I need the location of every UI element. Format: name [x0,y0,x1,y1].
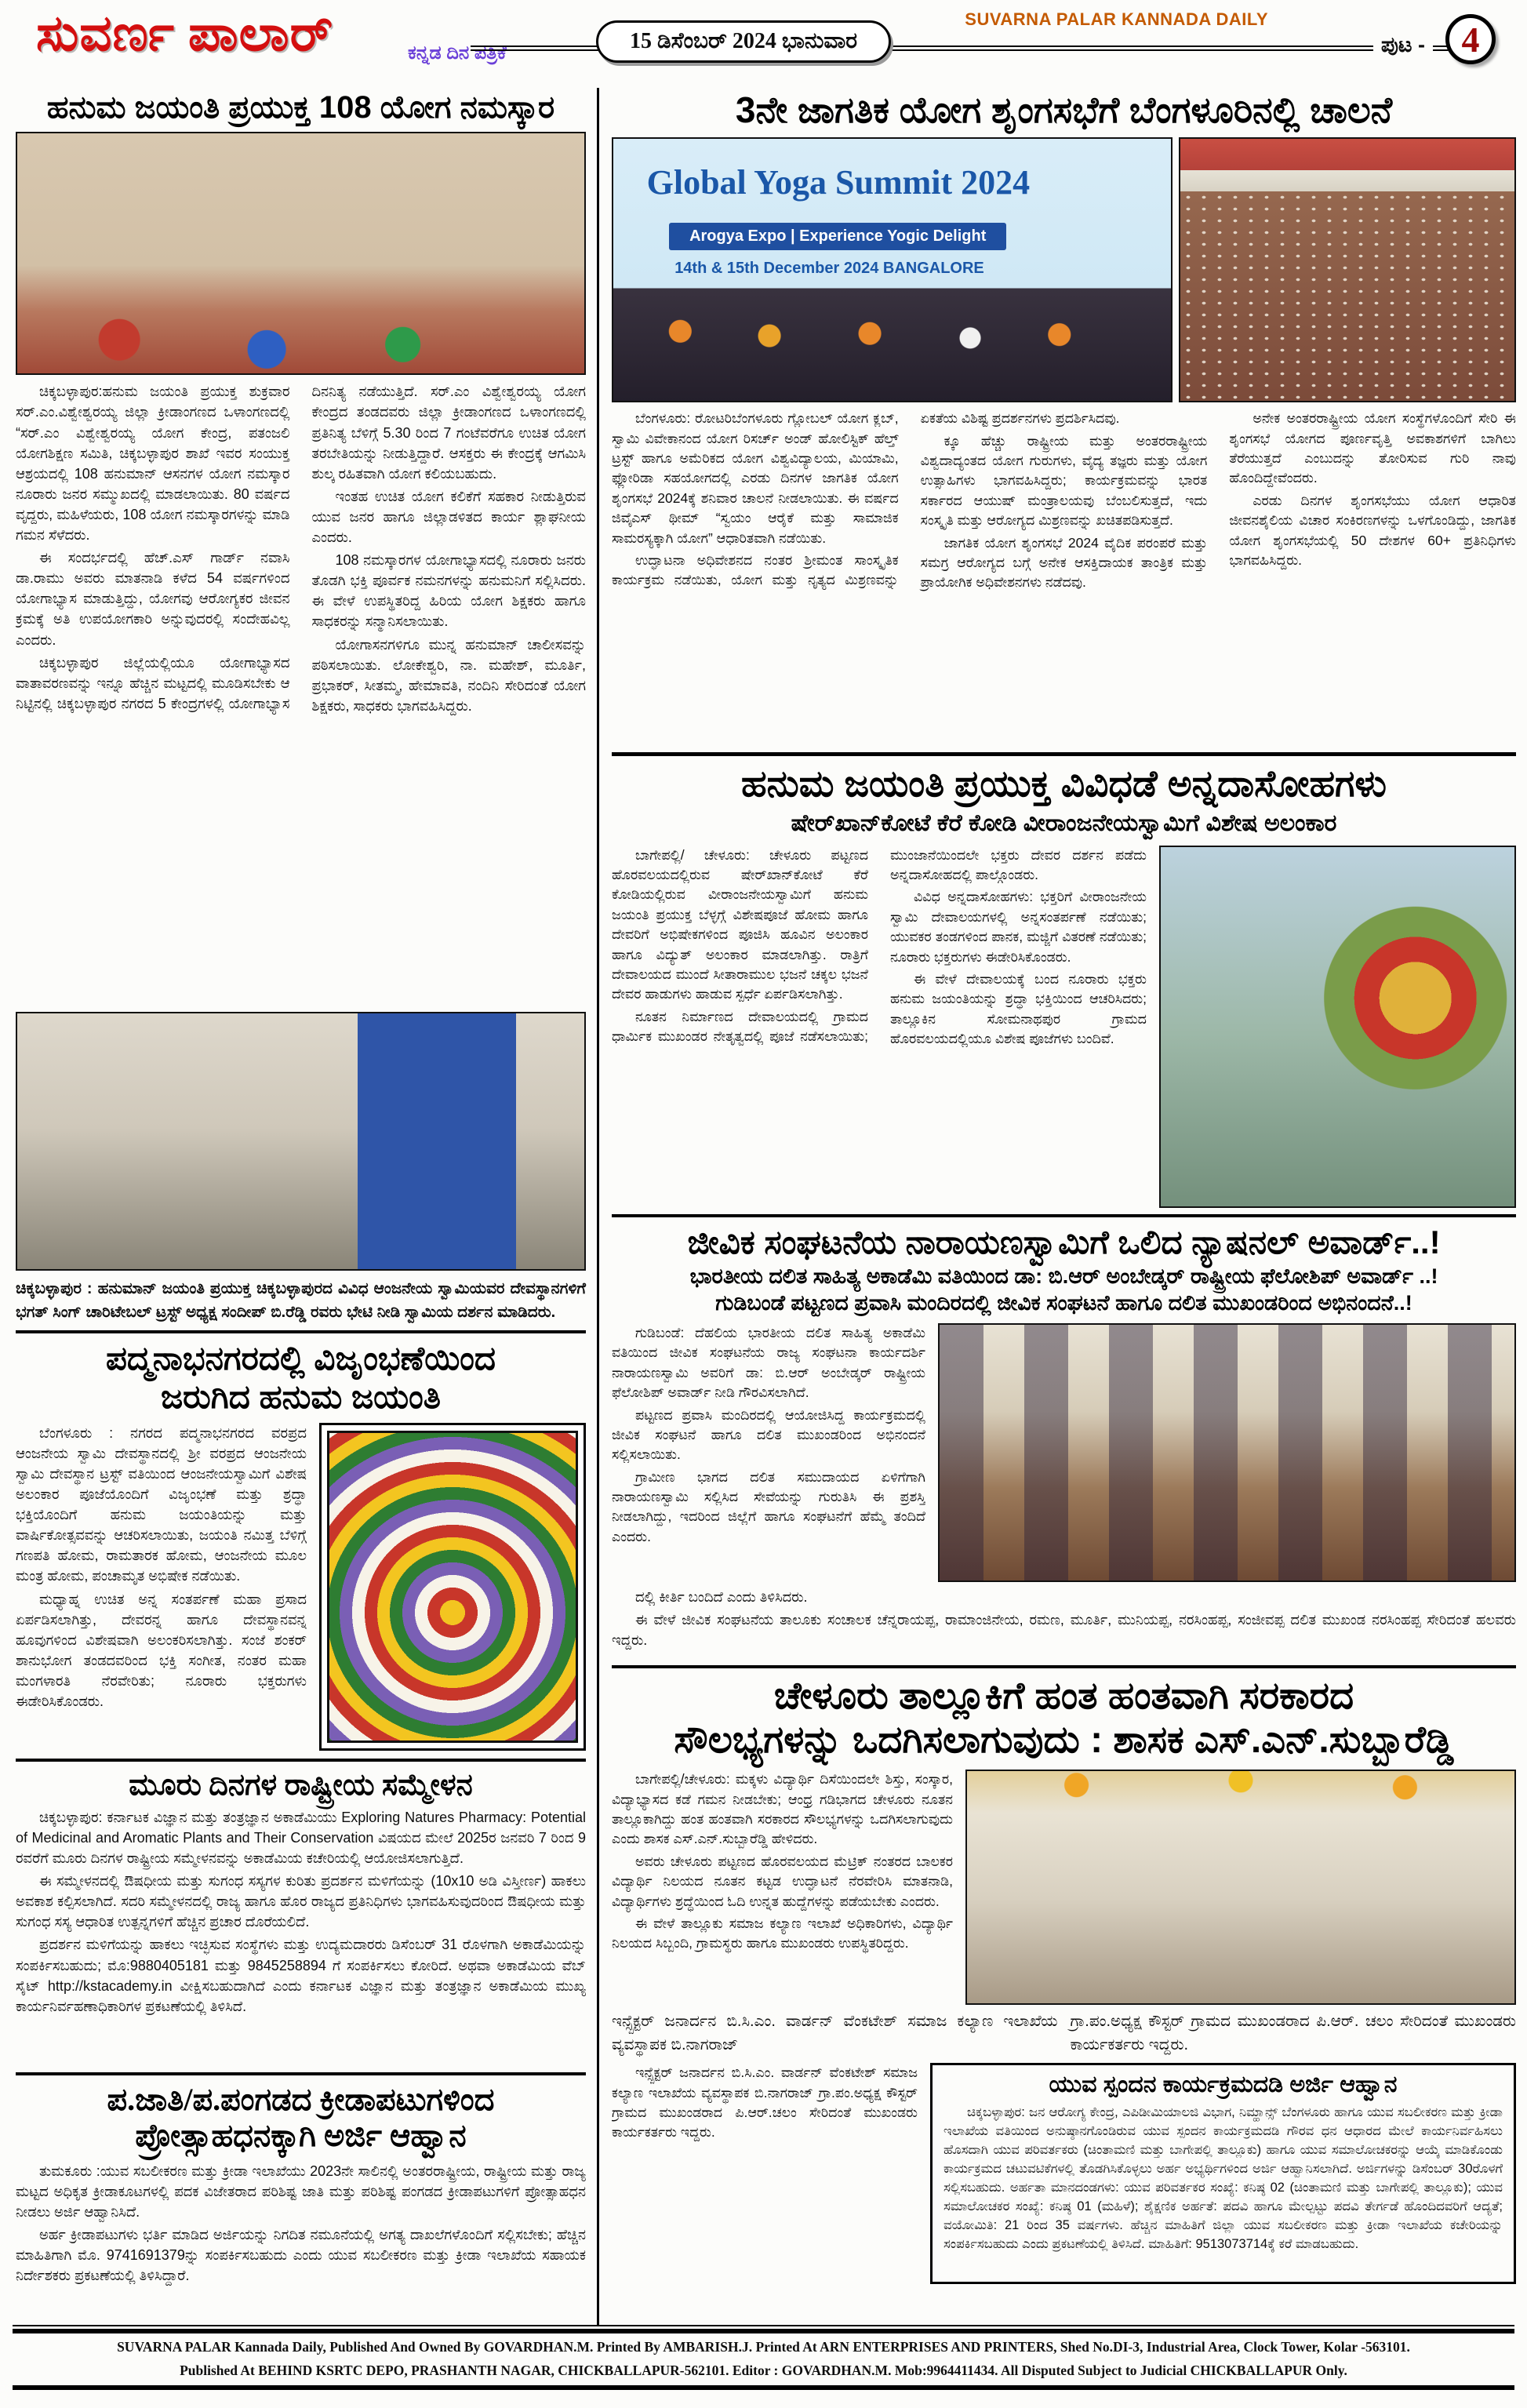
subhead-jeevika-1: ಭಾರತೀಯ ದಲಿತ ಸಾಹಿತ್ಯ ಅಕಾಡೆಮಿ ವತಿಯಿಂದ ಡಾ: ಬಿ.ಆರ್ ಅಂಬೇಡ್ಕರ್ ರಾಷ್ಟ್ರೀಯ ಫೆಲೋಶಿಪ್ ಅವಾರ್ಡ್ ..! [689,1264,1438,1289]
paragraph: ಕ್ಕೂ ಹೆಚ್ಚು ರಾಷ್ಟ್ರೀಯ ಮತ್ತು ಅಂತರರಾಷ್ಟ್ರೀಯ ವಿಶ್ವದಾದ್ಯಂತದ ಯೋಗ ಗುರುಗಳು, ವೈದ್ಯ ತಜ್ಞರು ಮತ್ತು ಯೋಗ ಉತ್ಸಾಹಿಗಳು ಭಾಗವಹಿಸಿದ್ದರು; ಕಾರ್ಯಕ್ರಮವನ್ನು ಭಾರತ ಸರ್ಕಾರದ ಆಯುಷ್ ಮಂತ್ರಾಲಯವು ಬೆಂಬಲಿಸುತ್ತದೆ, ಇದು ಸಂಸ್ಕೃತಿ ಮತ್ತು ಆರೋಗ್ಯದ ಮಿಶ್ರಣವನ್ನು ಖಚಿತಪಡಿಸುತ್ತದೆ. [920,432,1208,529]
cheluru-caption-2: ಗ್ರಾ.ಪಂ.ಅಧ್ಯಕ್ಷ ಕೌಸ್ಟರ್ ಗ್ರಾಮದ ಮುಖಂಡರಾದ ಪಿ.ಆರ್. ಚಲಂ ಸೇರಿದಂತೆ ಮುಖಂಡರು ಕಾರ್ಯಕರ್ತರು ಇದ್ದರು. [1070,2013,1516,2054]
jeevika-closing [612,1587,1516,1659]
paragraph: ಎರಡು ದಿನಗಳ ಶೃಂಗಸಭೆಯು ಯೋಗ ಆಧಾರಿತ ಜೀವನಶೈಲಿಯ ವಿಚಾರ ಸಂಕಿರಣಗಳನ್ನು ಒಳಗೊಂಡಿದ್ದು, ಜಾಗತಿಕ ಯೋಗ ಶೃಂಗಸಭೆಯಲ್ಲಿ 50 ದೇಶಗಳ 60+ ಪ್ರತಿನಿಧಿಗಳು ಭಾಗವಹಿಸಿದ್ದರು. [1229,492,1516,568]
section-divider [612,1214,1516,1217]
paragraph: ನೂತನ ನಿರ್ಮಾಣದ ದೇವಾಲಯದಲ್ಲಿ ಗ್ರಾಮದ ಧಾರ್ಮಿಕ ಮುಖಂಡರ ನೇತೃತ್ವದಲ್ಲಿ ಪೂಜೆ ನಡೆಸಲಾಯಿತು; ಮುಂಜಾನೆಯಿಂದಲೇ ಭಕ್ತರು ದೇವರ ದರ್ಶನ ಪಡೆದು ಅನ್ನದಾಸೋಹದಲ್ಲಿ ಪಾಲ್ಗೊಂಡರು. [612,846,1147,1045]
paragraph: ಈ ವೇಳೆ ಜೀವಿಕ ಸಂಘಟನೆಯ ತಾಲೂಕು ಸಂಚಾಲಕ ಚೆನ್ನರಾಯಪ್ಪ, ರಾಮಾಂಜಿನೇಯ, ರಮಣ, ಮೂರ್ತಿ, ಮುನಿಯಪ್ಪ, ನರಸಿಂಹಪ್ಪ, ಸಂಜೀವಪ್ಪ ದಲಿತ ಮುಖಂಡ ನರಸಿಂಹಪ್ಪ ಸೇರಿದಂತೆ ಹಲವರು ಇದ್ದರು. [612,1612,1516,1649]
paragraph: ಬೆಂಗಳೂರು: ರೋಟರಿಬೆಂಗಳೂರು ಗ್ಲೋಬಲ್ ಯೋಗ ಕ್ಲಬ್, ಸ್ವಾಮಿ ವಿವೇಕಾನಂದ ಯೋಗ ರಿಸರ್ಚ್ ಅಂಡ್ ಹೋಲಿಸ್ಟಿಕ್ ಹೆಲ್ತ್ ಟ್ರಸ್ಟ್ ಹಾಗೂ ಅಮೆರಿಕದ ಯೋಗ ವಿಶ್ವವಿದ್ಯಾಲಯ, ಮಿಯಾಮಿ, ಫ್ಲೋರಿಡಾ ಸಹಯೋಗದಲ್ಲಿ ಎರಡು ದಿನಗಳ ಜಾಗತಿಕ ಯೋಗ ಶೃಂಗಸಭೆ 2024ಕ್ಕೆ ಶನಿವಾರ ಚಾಲನೆ ನೀಡಲಾಯಿತು. ಈ ವರ್ಷದ ಜಿವೈಎಸ್ ಥೀಮ್ “ಸ್ವಯಂ ಆರೈಕೆ ಮತ್ತು ಸಾಮಾಜಿಕ ಸಾಮರಸ್ಯಕ್ಕಾಗಿ ಯೋಗ” ಆಧಾರಿತವಾಗಿ ನಡೆಯಿತು. [612,410,899,546]
headline-summit: 3ನೇ ಜಾಗತಿಕ ಯೋಗ ಶೃಂಗಸಭೆಗೆ ಬೆಂಗಳೂರಿನಲ್ಲಿ ಚಾಲನೆ [735,89,1393,130]
headline-sammelana: ಮೂರು ದಿನಗಳ ರಾಷ್ಟ್ರೀಯ ಸಮ್ಮೇಳನ [129,1768,473,1802]
subhead-jeevika-2: ಗುಡಿಬಂಡೆ ಪಟ್ಟಣದ ಪ್ರವಾಸಿ ಮಂದಿರದಲ್ಲಿ ಜೀವಿಕ ಸಂಘಟನೆ ಹಾಗೂ ದಲಿತ ಮುಖಂಡರಿಂದ ಅಭಿನಂದನೆ..! [715,1290,1412,1315]
paragraph: ಬಾಗೇಪಲ್ಲಿ/ ಚೇಳೂರು: ಚೇಳೂರು ಪಟ್ಟಣದ ಹೊರವಲಯದಲ್ಲಿರುವ ಷೇರ್‌ಖಾನ್‌ಕೋಟೆ ಕೆರೆ ಕೋಡಿಯಲ್ಲಿರುವ ವೀರಾಂಜನೇಯಸ್ವಾಮಿಗೆ ಹನುಮ ಜಯಂತಿ ಪ್ರಯುಕ್ತ ಬೆಳ್ಳಗ್ಗೆ ವಿಶೇಷಪೂಜೆ ಹೋಮ ಹಾಗೂ ದೇವರಿಗೆ ಅಭಿಷೇಕಗಳಿಂದ ಪೂಜಿಸಿ ಹೂವಿನ ಅಲಂಕಾರ ಹಾಗೂ ವಿದ್ಯುತ್ ಅಲಂಕಾರ ಮಾಡಲಾಗಿತ್ತು. ರಾತ್ರಿಗೆ ದೇವಾಲಯದ ಮುಂದೆ ಸೀತಾರಾಮುಲ ಭಜನೆ ಚಕ್ಕಲ ಭಜನೆ ದೇವರ ಹಾಡುಗಳು ಹಾಡುವ ಸ್ಪರ್ಧೆ ಏರ್ಪಡಿಸಲಾಗಿತ್ತು. [612,846,868,1002]
cheluru-captions [612,2010,1516,2057]
paragraph: ಅವರು ಚೇಳೂರು ಪಟ್ಟಣದ ಹೊರವಲಯದ ಮೆಟ್ರಿಕ್ ನಂತರದ ಬಾಲಕರ ವಿದ್ಯಾರ್ಥಿ ನಿಲಯದ ನೂತನ ಕಟ್ಟಡ ಉದ್ಘಾಟನೆ ನೆರವೇರಿಸಿ ಮಾತನಾಡಿ, ವಿದ್ಯಾರ್ಥಿಗಳು ಶ್ರದ್ಧೆಯಿಂದ ಓದಿ ಉನ್ನತ ಹುದ್ದೆಗಳನ್ನು ಪಡೆಯಬೇಕು ಎಂದರು. [612,1853,953,1909]
yoga108-body [16,381,586,1009]
paragraph: ಈ ಸಮ್ಮೇಳನದಲ್ಲಿ ಔಷಧೀಯ ಮತ್ತು ಸುಗಂಧ ಸಸ್ಯಗಳ ಕುರಿತು ಪ್ರದರ್ಶನ ಮಳಿಗೆಯನ್ನು (10x10 ಅಡಿ ವಿಸ್ತೀರ್ಣ) ಹಾಕಲು ಅವಕಾಶ ಕಲ್ಪಿಸಲಾಗಿದೆ. ಸದರಿ ಸಮ್ಮೇಳನದಲ್ಲಿ ರಾಜ್ಯ ಹಾಗೂ ಹೊರ ರಾಜ್ಯದ ಪ್ರತಿನಿಧಿಗಳು ಭಾಗವಹಿಸುವುದರಿಂದ ಔಷಧೀಯ ಮತ್ತು ಸುಗಂಧ ಸಸ್ಯ ಆಧಾರಿತ ಉತ್ಪನ್ನಗಳಿಗೆ ಹೆಚ್ಚಿನ ಪ್ರಚಾರ ದೊರೆಯಲಿದೆ. [16,1873,586,1930]
paragraph: ಬೆಂಗಳೂರು : ನಗರದ ಪದ್ಮನಾಭನಗರದ ವರಪ್ರದ ಆಂಜನೇಯ ಸ್ವಾಮಿ ದೇವಸ್ಥಾನದಲ್ಲಿ ಶ್ರೀ ವರಪ್ರದ ಆಂಜನೇಯ ಸ್ವಾಮಿ ದೇವಸ್ಥಾನ ಟ್ರಸ್ಟ್ ವತಿಯಿಂದ ಆಂಜನೇಯಸ್ವಾಮಿಗೆ ವಿಶೇಷ ಅಲಂಕಾರ ಪೂಜೆಯೊಂದಿಗೆ ವಿಜೃಂಭಣೆ ಮತ್ತು ಶ್ರದ್ಧಾ ಭಕ್ತಿಯೊಂದಿಗೆ ಹನುಮ ಜಯಂತಿಯನ್ನು ಮತ್ತು ವಾರ್ಷಿಕೋತ್ಸವವನ್ನು ಆಚರಿಸಲಾಯಿತು, ಜಯಂತಿ ನಮಿತ್ತ ಬೆಳಿಗ್ಗೆ ಗಣಪತಿ ಹೋಮ, ರಾಮತಾರಕ ಹೋಮ, ಆಂಜನೇಯ ಮೂಲ ಮಂತ್ರ ಹೋಮ, ಪಂಚಾಮೃತ ಅಭಿಷೇಕ ನಡೆಯಿತು. [16,1424,307,1584]
yuva-body [943,2104,1503,2270]
paragraph: ಇನ್ಸ್ಪೆಕ್ಟರ್ ಜನಾರ್ದನ ಬಿ.ಸಿ.ಎಂ. ವಾರ್ಡನ್ ವೆಂಕಟೇಶ್ ಸಮಾಜ ಕಲ್ಯಾಣ ಇಲಾಖೆಯ ವ್ಯವಸ್ಥಾಪಕ ಬಿ.ನಾಗರಾಜ್ ಗ್ರಾ.ಪಂ.ಅಧ್ಯಕ್ಷ ಕೌಸ್ಟರ್ ಗ್ರಾಮದ ಮುಖಂಡರಾದ ಪಿ.ಆರ್.ಚಲಂ ಸೇರಿದಂತೆ ಮುಖಂಡರು ಕಾರ್ಯಕರ್ತರು ಇದ್ದರು. [612,2064,918,2141]
subhead-annadasoha: ಷೇರ್‌ಖಾನ್‌ಕೋಟೆ ಕೆರೆ ಕೋಡಿ ವೀರಾಂಜನೇಯಸ್ವಾಮಿಗೆ ವಿಶೇಷ ಅಲಂಕಾರ [791,809,1337,836]
paragraph: ಜಾಗತಿಕ ಯೋಗ ಶೃಂಗಸಭೆ 2024 ವೈದಿಕ ಪರಂಪರೆ ಮತ್ತು ಸಮಗ್ರ ಆರೋಗ್ಯದ ಬಗ್ಗೆ ಅನೇಕ ಆಸಕ್ತಿದಾಯಕ ತಾಂತ್ರಿಕ ಮತ್ತು ಪ್ರಾಯೋಗಿಕ ಅಧಿವೇಶನಗಳು ನಡೆದವು. [920,534,1208,591]
flower-decorated-deity-photo [319,1423,586,1751]
paragraph: ಚಿಕ್ಕಬಳ್ಳಾಪುರ: ಜನ ಆರೋಗ್ಯ ಕೇಂದ್ರ, ಎಪಿಡೀಮಿಯಾಲಜಿ ವಿಭಾಗ, ನಿಮ್ಹಾನ್ಸ್ ಬೆಂಗಳೂರು ಹಾಗೂ ಯುವ ಸಬಲೀಕರಣ ಮತ್ತು ಕ್ರೀಡಾ ಇಲಾಖೆಯ ವತಿಯಿಂದ ಅನುಷ್ಠಾನಗೊಂಡಿರುವ ಯುವ ಸ್ಪಂದನ ಕಾರ್ಯಕ್ರಮದಡಿ ಗೌರವ ಧನ ಆಧಾರದ ಮೇಲೆ ಕಾರ್ಯನಿರ್ವಹಿಸಲು ಹೊಸದಾಗಿ ಯುವ ಪರಿವರ್ತಕರು (ಚಿಂತಾಮಣಿ ಮತ್ತು ಬಾಗೇಪಲ್ಲಿ ತಾಲ್ಲೂಕು) ಹಾಗೂ ಯುವ ಸಮಾಲೋಚಕರನ್ನು ಆಯ್ಕೆ ಮಾಡಿಕೊಂಡು ಕಾರ್ಯಕ್ರಮದ ಚಟುವಟಿಕೆಗಳಲ್ಲಿ ತೊಡಗಿಸಿಕೊಳ್ಳಲು ಅರ್ಹ ಅಭ್ಯರ್ಥಿಗಳಿಂದ ಅರ್ಜಿ ಆಹ್ವಾನಿಸಲಾಗಿದೆ. ಅರ್ಜಿಗಳನ್ನು ಡಿಸೆಂಬರ್ 30ರೊಳಗೆ ಸಲ್ಲಿಸಬಹುದು. ಅರ್ಹತಾ ಮಾನದಂಡಗಳು: ಯುವ ಪರಿವರ್ತಕರ ಸಂಖ್ಯೆ: ಕನಿಷ್ಠ 02 (ಚಿಂತಾಮಣಿ ಮತ್ತು ಬಾಗೇಪಲ್ಲಿ ತಾಲ್ಲೂಕು); ಯುವ ಸಮಾಲೋಚಕರ ಸಂಖ್ಯೆ: ಕನಿಷ್ಠ 01 (ಮಹಿಳೆ); ಶೈಕ್ಷಣಿಕ ಅರ್ಹತೆ: ಪದವಿ ಹಾಗೂ ಮೇಲ್ಪಟ್ಟು ಪದವಿ ತೇರ್ಗಡೆ ಹೊಂದಿದವರಿಗೆ ಆದ್ಯತೆ; ವಯೋಮಿತಿ: 21 ರಿಂದ 35 ವರ್ಷಗಳು. ಹೆಚ್ಚಿನ ಮಾಹಿತಿಗೆ ಜಿಲ್ಲಾ ಯುವ ಸಬಲೀಕರಣ ಮತ್ತು ಕ್ರೀಡಾ ಇಲಾಖೆಯ ಕಚೇರಿಯನ್ನು ಸಂಪರ್ಕಿಸಬಹುದು ಎಂದು ಪ್ರಕಟಣೆಯಲ್ಲಿ ತಿಳಿಸಿದೆ. ಮಾಹಿತಿಗೆ: 9513073714ಕ್ಕೆ ಕರೆ ಮಾಡಬಹುದು. [943,2105,1503,2251]
paragraph: ಮಧ್ಯಾಹ್ನ ಉಚಿತ ಅನ್ನ ಸಂತರ್ಪಣೆ ಮಹಾ ಪ್ರಸಾದ ಏರ್ಪಡಿಸಲಾಗಿತ್ತು, ದೇವರನ್ನ ಹಾಗೂ ದೇವಸ್ಥಾನವನ್ನ ಹೂವುಗಳಿಂದ ವಿಶೇಷವಾಗಿ ಅಲಂಕರಿಸಲಾಗಿತ್ತು. ಸಂಜೆ ಶಂಕರ್ ಶಾನುಭೋಗ ತಂಡದವರಿಂದ ಭಕ್ತಿ ಸಂಗೀತ, ನಂತರ ಮಹಾ ಮಂಗಳಾರತಿ ನೆರವೇರಿತು; ನೂರಾರು ಭಕ್ತರುಗಳು ಈಡೇರಿಸಿಕೊಂಡರು. [16,1591,307,1710]
summit-banner-subtitle: Arogya Expo | Experience Yogic Delight [669,223,1006,250]
paragraph: ಈ ವೇಳೆ ದೇವಾಲಯಕ್ಕೆ ಬಂದ ನೂರಾರು ಭಕ್ತರು ಹನುಮ ಜಯಂತಿಯನ್ನು ಶ್ರದ್ಧಾ ಭಕ್ತಿಯಿಂದ ಆಚರಿಸಿದರು; ತಾಲ್ಲೂಕಿನ ಸೋಮನಾಥಪುರ ಗ್ರಾಮದ ಹೊರವಲಯದಲ್ಲಿಯೂ ವಿಶೇಷ ಪೂಜೆಗಳು ಬಂದಿವೆ. [890,970,1147,1047]
cheluru-body [612,1770,953,2005]
footer-rule-bottom [13,2385,1514,2390]
headline-cheluru-line2: ಸೌಲಭ್ಯಗಳನ್ನು ಒದಗಿಸಲಾಗುವುದು : ಶಾಸಕ ಎಸ್.ಎನ್.ಸುಬ್ಬಾರೆಡ್ಡಿ [674,1719,1454,1761]
cheluru-row [612,1770,1516,2005]
garlanded-idol-photo [1159,846,1516,1208]
padmanabha-body [16,1423,307,1752]
yoga-session-photo [16,132,586,375]
paragraph: ಅನೇಕ ಅಂತರರಾಷ್ಟ್ರೀಯ ಯೋಗ ಸಂಸ್ಥೆಗಳೊಂದಿಗೆ ಸೇರಿ ಈ ಶೃಂಗಸಭೆ ಯೋಗದ ಪೂರ್ಣವೃತ್ತಿ ಅವಕಾಶಗಳಿಗೆ ಬಾಗಿಲು ತೆರೆಯುತ್ತದೆ ಎಂಬುದನ್ನು ತೋರಿಸುವ ಗುರಿ ನಾವು ಹೊಂದಿದ್ದೇವೆಂದರು. [1229,410,1516,486]
cheluru-caption-1: ಇನ್ಸ್ಪೆಕ್ಟರ್ ಜನಾರ್ದನ ಬಿ.ಸಿ.ಎಂ. ವಾರ್ಡನ್ ವೆಂಕಟೇಶ್ ಸಮಾಜ ಕಲ್ಯಾಣ ಇಲಾಖೆಯ ವ್ಯವಸ್ಥಾಪಕ ಬಿ.ನಾಗರಾಜ್ [612,2013,1058,2054]
cheluru-continuation [612,2063,918,2284]
imprint-line-2: Published At BEHIND KSRTC DEPO, PRASHANTH NAGAR, CHICKBALLAPUR-562101. Editor : GOVARDHAN.M. Mob:9964411434. All Disputed Subject to Judicial CHICKBALLAPUR Only. [180,2362,1347,2378]
paragraph: ಗುಡಿಬಂಡೆ: ದೆಹಲಿಯ ಭಾರತೀಯ ದಲಿತ ಸಾಹಿತ್ಯ ಅಕಾಡೆಮಿ ವತಿಯಿಂದ ಜೀವಿಕ ಸಂಘಟನೆಯ ರಾಜ್ಯ ಸಂಘಟನಾ ಕಾರ್ಯದರ್ಶಿ ನಾರಾಯಣಸ್ವಾಮಿ ಅವರಿಗೆ ಡಾ: ಬಿ.ಆರ್ ಅಂಬೇಡ್ಕರ್ ರಾಷ್ಟ್ರೀಯ ಫೆಲೋಶಿಪ್ ಅವಾರ್ಡ್ ನೀಡಿ ಗೌರವಿಸಲಾಗಿದೆ. [612,1325,925,1401]
paragraph: ಇಂತಹ ಉಚಿತ ಯೋಗ ಕಲಿಕೆಗೆ ಸಹಕಾರ ನೀಡುತ್ತಿರುವ ಯುವ ಜನರ ಹಾಗೂ ಜಿಲ್ಲಾಡಳಿತದ ಕಾರ್ಯ ಶ್ಲಾಘನೀಯ ಎಂದರು. [311,488,586,546]
paragraph: ಗ್ರಾಮೀಣ ಭಾಗದ ದಲಿತ ಸಮುದಾಯದ ಏಳಿಗೆಗಾಗಿ ನಾರಾಯಣಸ್ವಾಮಿ ಸಲ್ಲಿಸಿದ ಸೇವೆಯನ್ನು ಗುರುತಿಸಿ ಈ ಪ್ರಶಸ್ತಿ ನೀಡಲಾಗಿದ್ದು, ಇದರಿಂದ ಜಿಲ್ಲೆಗೆ ಹಾಗೂ ಸಂಘಟನೆಗೆ ಹೆಮ್ಮೆ ತಂದಿದೆ ಎಂದರು. [612,1468,925,1544]
page-number-badge: 4 [1445,14,1496,64]
headline-annadasoha: ಹನುಮ ಜಯಂತಿ ಪ್ರಯುಕ್ತ ವಿವಿಧಡೆ ಅನ್ನದಾಸೋಹಗಳು [741,762,1387,805]
paragraph: ಬಾಗೇಪಲ್ಲಿ/ಚೇಳೂರು: ಮಕ್ಕಳು ವಿದ್ಯಾರ್ಥಿ ದಿಸೆಯಿಂದಲೇ ಶಿಸ್ತು, ಸಂಸ್ಕಾರ, ವಿದ್ಯಾಭ್ಯಾಸದ ಕಡೆ ಗಮನ ನೀಡಬೇಕು; ಆಂಧ್ರ ಗಡಿಭಾಗದ ಚೇಳೂರು ನೂತನ ತಾಲ್ಲೂಕಾಗಿದ್ದು ಹಂತ ಹಂತವಾಗಿ ಸರಕಾರದ ಸೌಲಭ್ಯಗಳನ್ನು ಒದಗಿಸಲಾಗುವುದು ಎಂದು ಶಾಸಕ ಎಸ್.ಎನ್.ಸುಬ್ಬಾರೆಡ್ಡಿ ಹೇಳಿದರು. [612,1771,953,1847]
paragraph: ತುಮಕೂರು :ಯುವ ಸಬಲೀಕರಣ ಮತ್ತು ಕ್ರೀಡಾ ಇಲಾಖೆಯು 2023ನೇ ಸಾಲಿನಲ್ಲಿ ಅಂತರರಾಷ್ಟ್ರೀಯ, ರಾಷ್ಟ್ರೀಯ ಮತ್ತು ರಾಜ್ಯ ಮಟ್ಟದ ಅಧಿಕೃತ ಕ್ರೀಡಾಕೂಟಗಳಲ್ಲಿ ಪದಕ ವಿಜೇತರಾದ ಪರಿಶಿಷ್ಟ ಜಾತಿ ಮತ್ತು ಪರಿಶಿಷ್ಟ ಪಂಗಡದ ಕ್ರೀಡಾಪಟುಗಳಿಗೆ ಪ್ರೋತ್ಸಾಹಧನ ನೀಡಲು ಅರ್ಜಿ ಆಹ್ವಾನಿಸಿದೆ. [16,2162,586,2220]
newspaper-tagline: ಕನ್ನಡ ದಿನ ಪತ್ರಿಕೆ [408,42,507,64]
paragraph: ಯೋಗಾಸನಗಳಿಗೂ ಮುನ್ನ ಹನುಮಾನ್ ಚಾಲೀಸವನ್ನು ಪಠಿಸಲಾಯಿತು. ಲೋಕೇಶ್ವರಿ, ನಾ. ಮಹೇಶ್, ಮೂರ್ತಿ, ಪ್ರಭಾಕರ್, ಸೀತಮ್ಮ, ಹೇಮಾವತಿ, ನಂದಿನಿ ಸೇರಿದಂತೆ ಯೋಗ ಶಿಕ್ಷಕರು, ಸಾಧಕರು ಭಾಗವಹಿಸಿದ್ದರು. [311,636,586,714]
paragraph: ಈ ಸಂದರ್ಭದಲ್ಲಿ ಹೆಚ್.ಎಸ್ ಗಾರ್ಡ್ ನವಾಸಿ ಡಾ.ರಾಮು ಅವರು ಮಾತನಾಡಿ ಕಳೆದ 54 ವರ್ಷಗಳಿಂದ ಯೋಗಾಭ್ಯಾಸ ಮಾಡುತ್ತಿದ್ದು, ಯೋಗವು ಆರೋಗ್ಯಕರ ಜೀವನ ಕ್ರಮಕ್ಕೆ ಅತಿ ಉಪಯೋಗಕಾರಿ ಅನ್ನುವುದರಲ್ಲಿ ಸಂದೇಹವಿಲ್ಲ ಎಂದರು. [16,550,290,648]
paragraph: ಈ ವೇಳೆ ತಾಲ್ಲೂಕು ಸಮಾಜ ಕಲ್ಯಾಣ ಇಲಾಖೆ ಅಧಿಕಾರಿಗಳು, ವಿದ್ಯಾರ್ಥಿ ನಿಲಯದ ಸಿಬ್ಬಂದಿ, ಗ್ರಾಮಸ್ಥರು ಹಾಗೂ ಮುಖಂಡರು ಉಪಸ್ಥಿತರಿದ್ದರು. [612,1915,953,1951]
summit-audience-photo [1179,137,1516,402]
footer-rule-top [13,2329,1514,2333]
summit-dais-figures [613,289,1171,402]
summit-banner-title: Global Yoga Summit 2024 [646,163,1031,202]
summit-photos-row [612,137,1516,402]
headline-yoga108: ಹನುಮ ಜಯಂತಿ ಪ್ರಯುಕ್ತ 108 ಯೋಗ ನಮಸ್ಕಾರ [46,90,555,125]
section-divider [612,752,1516,756]
award-ceremony-photo [938,1323,1516,1582]
headline-yuva: ಯುವ ಸ್ಪಂದನ ಕಾರ್ಯಕ್ರಮದಡಿ ಅರ್ಜಿ ಆಹ್ವಾನ [1049,2072,1398,2098]
jeevika-body [612,1323,925,1582]
newspaper-title: ಸುವರ್ಣ ಪಾಲಾರ್ [36,5,334,61]
headline-jeevika: ಜೀವಿಕ ಸಂಘಟನೆಯ ನಾರಾಯಣಸ್ವಾಮಿಗೆ ಒಲಿದ ನ್ಯಾಷನಲ್ ಅವಾರ್ಡ್..! [687,1223,1441,1260]
yuva-spandana-box [930,2063,1516,2284]
paragraph: ಚಿಕ್ಕಬಳ್ಳಾಪುರ: ಕರ್ನಾಟಕ ವಿಜ್ಞಾನ ಮತ್ತು ತಂತ್ರಜ್ಞಾನ ಅಕಾಡೆಮಿಯು Exploring Natures Pharmacy: Potential of Medicinal and Aromatic Plants and Their Conservation ವಿಷಯದ ಮೇಲೆ 2025ರ ಜನವರಿ 7 ರಿಂದ 9 ರವರೆಗೆ ಮೂರು ದಿನಗಳ ರಾಷ್ಟ್ರೀಯ ಸಮ್ಮೇಳನವನ್ನು ಅಕಾಡೆಮಿಯ ಕಚೇರಿಯಲ್ಲಿ ಆಯೋಜಿಸಲಾಗುತ್ತಿದೆ. [16,1809,586,1867]
paragraph: ಉದ್ಘಾಟನಾ ಅಧಿವೇಶನದ ನಂತರ ಶ್ರೀಮಂತ ಸಾಂಸ್ಕೃತಿಕ ಕಾರ್ಯಕ್ರಮ ನಡೆಯಿತು, ಯೋಗ ಮತ್ತು ನೃತ್ಯದ ಮಿಶ್ರಣವನ್ನು ಏಕತೆಯ ವಿಶಿಷ್ಟ ಪ್ರದರ್ಶನಗಳು ಪ್ರದರ್ಶಿಸಿದವು. [612,410,1120,588]
headline-sports-line1: ಪ.ಜಾತಿ/ಪ.ಪಂಗಡದ ಕ್ರೀಡಾಪಟುಗಳಿಂದ [107,2081,495,2117]
paragraph: ಪ್ರದರ್ಶನ ಮಳಿಗೆಯನ್ನು ಹಾಕಲು ಇಚ್ಛಿಸುವ ಸಂಸ್ಥೆಗಳು ಮತ್ತು ಉದ್ಯಮದಾರರು ಡಿಸೆಂಬರ್ 31 ರೊಳಗಾಗಿ ಅಕಾಡೆಮಿಯನ್ನು ಸಂಪರ್ಕಿಸಬಹುದು; ಮೊ:9880405181 ಮತ್ತು 9845258894 ಗೆ ಸಂಪರ್ಕಿಸಲು ಕೋರಿದೆ. ಅಥವಾ ಅಕಾಡೆಮಿಯ ವೆಬ್ ಸೈಟ್ http://kstacademy.in ವೀಕ್ಷಿಸಬಹುದಾಗಿದೆ ಎಂದು ಕರ್ನಾಟಕ ವಿಜ್ಞಾನ ಮತ್ತು ತಂತ್ರಜ್ಞಾನ ಅಕಾಡೆಮಿಯ ಮುಖ್ಯ ಕಾರ್ಯನಿರ್ವಹಣಾಧಿಕಾರಿಗಳ ಪ್ರಕಟಣೆಯಲ್ಲಿ ತಿಳಿಸಿದೆ. [16,1937,586,2014]
paragraph: ಅರ್ಹ ಕ್ರೀಡಾಪಟುಗಳು ಭರ್ತಿ ಮಾಡಿದ ಅರ್ಜಿಯನ್ನು ನಿಗದಿತ ನಮೂನೆಯಲ್ಲಿ ಅಗತ್ಯ ದಾಖಲೆಗಳೊಂದಿಗೆ ಸಲ್ಲಿಸಬೇಕು; ಹೆಚ್ಚಿನ ಮಾಹಿತಿಗಾಗಿ ಮೊ. 9741691379ನ್ನು ಸಂಪರ್ಕಿಸಬಹುದು ಎಂದು ಯುವ ಸಬಲೀಕರಣ ಮತ್ತು ಕ್ರೀಡಾ ಇಲಾಖೆಯ ಸಹಾಯಕ ನಿರ್ದೇಶಕರು ಪ್ರಕಟಣೆಯಲ್ಲಿ ತಿಳಿಸಿದ್ದಾರೆ. [16,2226,586,2284]
left-column [16,88,599,2325]
imprint-line-1: SUVARNA PALAR Kannada Daily, Published And Owned By GOVARDHAN.M. Printed By AMBARISH.J. Printed At ARN ENTERPRISES AND PRINTERS, Shed No.DI-3, Industrial Area, Clock Tower, Kolar -563101. [117,2339,1410,2355]
summit-stage-photo [612,137,1173,402]
annadasoha-body [612,846,1147,1208]
headline-sports-line2: ಪ್ರೋತ್ಸಾಹಧನಕ್ಕಾಗಿ ಅರ್ಜಿ ಆಹ್ವಾನ [135,2118,467,2154]
jeevika-row [612,1323,1516,1582]
imprint-footer [13,2325,1514,2390]
page-content [0,88,1527,2325]
paragraph: 108 ನಮಸ್ಕಾರಗಳ ಯೋಗಾಭ್ಯಾಸದಲ್ಲಿ ನೂರಾರು ಜನರು ತೊಡಗಿ ಭಕ್ತಿ ಪೂರ್ವಕ ನಮನಗಳನ್ನು ಹನುಮನಿಗೆ ಸಲ್ಲಿಸಿದರು. ಈ ವೇಳೆ ಉಪಸ್ಥಿತರಿದ್ದ ಹಿರಿಯ ಯೋಗ ಶಿಕ್ಷಕರು ಹಾಗೂ ಸಾಧಕರನ್ನು ಸನ್ಮಾನಿಸಲಾಯಿತು. [311,552,586,630]
headline-padmanabha-line2: ಜರುಗಿದ ಹನುಮ ಜಯಂತಿ [160,1378,442,1416]
headline-cheluru-line1: ಚೇಳೂರು ತಾಲ್ಲೂಕಿಗೆ ಹಂತ ಹಂತವಾಗಿ ಸರಕಾರದ [773,1675,1354,1718]
section-divider [16,1330,586,1333]
sports-body [16,2161,586,2290]
summit-body [612,409,1516,746]
ribbon-cutting-photo [965,1770,1516,2005]
summit-banner-date: 14th & 15th December 2024 BANGALORE [674,259,984,277]
section-divider [612,1665,1516,1668]
page-label: ಪುಟ - [1373,33,1433,58]
paragraph: ಪಟ್ಟಣದ ಪ್ರವಾಸಿ ಮಂದಿರದಲ್ಲಿ ಆಯೋಜಿಸಿದ್ದ ಕಾರ್ಯಕ್ರಮದಲ್ಲಿ ಜೀವಿಕ ಸಂಘಟನೆ ಹಾಗೂ ದಲಿತ ಮುಖಂಡರಿಂದ ಅಭಿನಂದನೆ ಸಲ್ಲಿಸಲಾಯಿತು. [612,1406,925,1463]
annadasoha-row [612,846,1516,1208]
right-column [599,88,1516,2325]
paragraph: ವಿವಿಧ ಅನ್ನದಾಸೋಹಗಳು: ಭಕ್ತರಿಗೆ ವೀರಾಂಜನೇಯ ಸ್ವಾಮಿ ದೇವಾಲಯಗಳಲ್ಲಿ ಅನ್ನಸಂತರ್ಪಣೆ ನಡೆಯಿತು; ಯುವಕರ ತಂಡಗಳಿಂದ ಪಾನಕ, ಮಜ್ಜಿಗೆ ವಿತರಣೆ ನಡೆಯಿತು; ನೂರಾರು ಭಕ್ತರುಗಳು ಈಡೇರಿಸಿಕೊಂಡರು. [890,889,1147,965]
padmanabha-row [16,1423,586,1752]
section-divider [16,1759,586,1762]
temple-visit-photo [16,1012,586,1271]
paragraph: ದಲ್ಲಿ ಕೀರ್ತಿ ಬಂದಿದೆ ಎಂದು ತಿಳಿಸಿದರು. [635,1589,808,1606]
masthead [0,0,1527,88]
newspaper-english-title: SUVARNA PALAR KANNADA DAILY [965,9,1268,29]
headline-padmanabha-line1: ಪದ್ಮನಾಭನಗರದಲ್ಲಿ ವಿಜೃಂಭಣೆಯಿಂದ [105,1340,496,1377]
sammelana-body [16,1807,586,2066]
paragraph: ಚಿಕ್ಕಬಳ್ಳಾಪುರ:ಹನುಮ ಜಯಂತಿ ಪ್ರಯುಕ್ತ ಶುಕ್ರವಾರ ಸರ್.ಎಂ.ವಿಶ್ವೇಶ್ವರಯ್ಯ ಜಿಲ್ಲಾ ಕ್ರೀಡಾಂಗಣದ ಒಳಾಂಗಣದಲ್ಲಿ “ಸರ್.ಎಂ ವಿಶ್ವೇಶ್ವರಯ್ಯ ಯೋಗ ಕೇಂದ್ರ, ಪತಂಜಲಿ ಯೋಗಶಿಕ್ಷಣ ಸಮಿತಿ, ಚಿಕ್ಕಬಳ್ಳಾಪುರ ಶಾಖೆ ಇವರ ಸಂಯುಕ್ತ ಆಶ್ರಯದಲ್ಲಿ 108 ಹನುಮಾನ್ ಆಸನಗಳ ಯೋಗ ನಮಸ್ಕಾರ ನೂರಾರು ಜನರ ಸಮ್ಮುಖದಲ್ಲಿ ಮಾಡಲಾಯಿತು. 80 ವರ್ಷದ ವೃದ್ದರು, ಮಹಿಳೆಯರು, 108 ಯೋಗ ನಮಸ್ಕಾರಗಳನ್ನು ಮಾಡಿ ಗಮನ ಸೆಳೆದರು. [16,384,290,544]
date-box: 15 ಡಿಸೆಂಬರ್ 2024 ಭಾನುವಾರ [596,20,891,63]
temple-visit-caption: ಚಿಕ್ಕಬಳ್ಳಾಪುರ : ಹನುಮಾನ್ ಜಯಂತಿ ಪ್ರಯುಕ್ತ ಚಿಕ್ಕಬಳ್ಳಾಪುರದ ವಿವಿಧ ಆಂಜನೇಯ ಸ್ವಾಮಿಯವರ ದೇವಸ್ಥಾನಗಳಿಗೆ ಭಗತ್ ಸಿಂಗ್ ಚಾರಿಟೇಬಲ್ ಟ್ರಸ್ಟ್ ಅಧ್ಯಕ್ಷ ಸಂದೀಪ್ ಬಿ.ರೆಡ್ಡಿ ರವರು ಭೇಟಿ ನೀಡಿ ಸ್ವಾಮಿಯ ದರ್ಶನ ಮಾಡಿದರು. [16,1280,586,1322]
bottom-right-row [612,2063,1516,2284]
paragraph: ಚಿಕ್ಕಬಳ್ಳಾಪುರ ಜಿಲ್ಲೆಯಲ್ಲಿಯೂ ಯೋಗಾಭ್ಯಾಸದ ವಾತಾವರಣವನ್ನು ಇನ್ನೂ ಹೆಚ್ಚಿನ ಮಟ್ಟದಲ್ಲಿ ಮೂಡಿಸಬೇಕು ಆ ನಿಟ್ಟಿನಲ್ಲಿ ಚಿಕ್ಕಬಳ್ಳಾಪುರ ನಗರದ 5 ಕೇಂದ್ರಗಳಲ್ಲಿ ಯೋಗಾಭ್ಯಾಸ ದಿನನಿತ್ಯ ನಡೆಯುತ್ತಿದೆ. ಸರ್.ಎಂ ವಿಶ್ವೇಶ್ವರಯ್ಯ ಯೋಗ ಕೇಂದ್ರದ ತಂಡದವರು ಜಿಲ್ಲಾ ಕ್ರೀಡಾಂಗಣದ ಒಳಾಂಗಣದಲ್ಲಿ ಪ್ರತಿನಿತ್ಯ ಬೆಳಿಗ್ಗೆ 5.30 ರಿಂದ 7 ಗಂಟೆವರೆಗೂ ಉಚಿತ ಯೋಗ ತರಬೇತಿಯನ್ನು ನೀಡುತ್ತಿದ್ದಾರೆ. ಆಸಕ್ತರು ಈ ಕೇಂದ್ರಕ್ಕೆ ಆಗಮಿಸಿ ಶುಲ್ಕ ರಹಿತವಾಗಿ ಯೋಗ ಕಲಿಯಬಹುದು. [16,384,586,711]
section-divider [16,2072,586,2075]
